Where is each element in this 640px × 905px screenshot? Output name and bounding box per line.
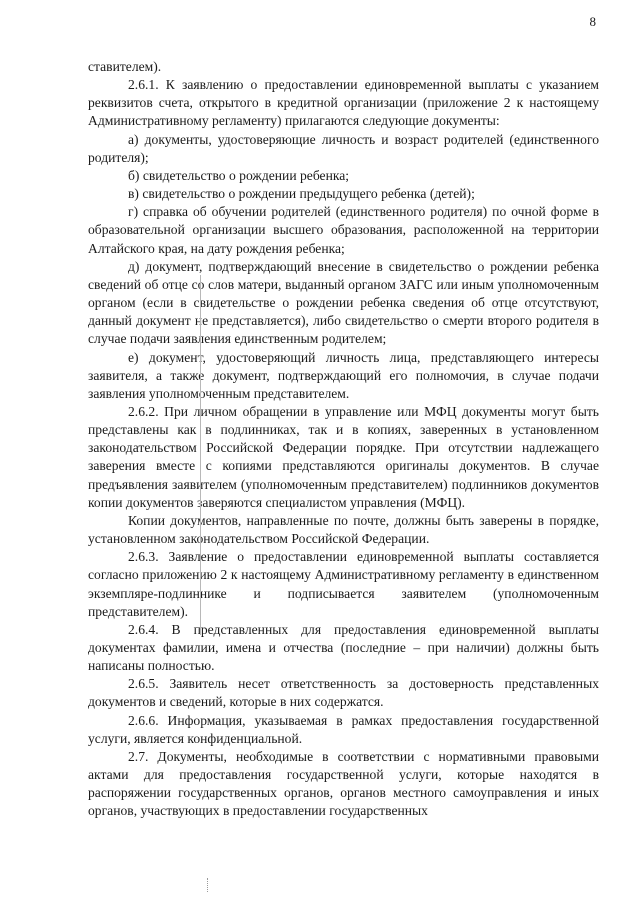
paragraph: 2.6.3. Заявление о предоставлении единовременной выплаты составляется согласно приложению 2 к настоящему Административному регламенту в единственном экземпляре-подлиннике и подписывается заявителем (уполномоченным представителем). bbox=[88, 549, 599, 619]
paragraph: 2.6.1. К заявлению о предоставлении единовременной выплаты с указанием реквизитов счета, открытого в кредитной организации (приложение 2 к настоящему Административному регламенту) прилагаются следующие документы: bbox=[88, 77, 599, 129]
paragraph: в) свидетельство о рождении предыдущего ребенка (детей); bbox=[128, 186, 475, 202]
paragraph: 2.6.5. Заявитель несет ответственность за достоверность представленных документов и сведений, которые в них содержатся. bbox=[88, 676, 599, 710]
page-number: 8 bbox=[589, 14, 596, 29]
paragraph: г) справка об обучении родителей (единственного родителя) по очной форме в образовательной организации высшего образования, расположенной на территории Алтайского края, на дату рождения ребенка; bbox=[88, 204, 599, 256]
paragraph: б) свидетельство о рождении ребенка; bbox=[128, 167, 350, 183]
document-body bbox=[88, 58, 599, 821]
scan-artifact-dots bbox=[207, 878, 209, 892]
paragraph: 2.6.6. Информация, указываемая в рамках предоставления государственной услуги, является конфиденциальной. bbox=[88, 712, 599, 746]
paragraph: 2.6.4. В представленных для предоставления единовременной выплаты документах фамилии, имена и отчества (последние – при наличии) должны быть написаны полностью. bbox=[88, 621, 599, 674]
paragraph: Копии документов, направленные по почте, должны быть заверены в порядке, установленном законодательством Российской Федерации. bbox=[88, 512, 599, 547]
scan-artifact-line bbox=[200, 275, 201, 635]
paragraph: е) документ, удостоверяющий личность лица, представляющего интересы заявителя, а также документ, подтверждающий его полномочия, в случае подачи заявления уполномоченным представителем. bbox=[88, 349, 599, 401]
paragraph: 2.6.2. При личном обращении в управление или МФЦ документы могут быть представлены как в подлинниках, так и в копиях, заверенных в установленном законодательством Российской Федерации порядке. При отсутствии надлежащего заверения вместе с копиями представляются оригиналы документов. В случае предъявления заявителем (уполномоченным представителем) подлинников документов копии документов заверяются специалистом управления (МФЦ). bbox=[88, 403, 599, 510]
paragraph: а) документы, удостоверяющие личность и возраст родителей (единственного родителя); bbox=[88, 131, 599, 165]
paragraph: 2.7. Документы, необходимые в соответствии с нормативными правовыми актами для предоставления государственной услуги, которые находятся в распоряжении государственных органов, органов местного самоуправления и иных органов, участвующих в предоставлении государственных bbox=[88, 748, 599, 819]
paragraph: ставителем). bbox=[88, 59, 162, 74]
paragraph: д) документ, подтверждающий внесение в свидетельство о рождении ребенка сведений об отце со слов матери, выданный органом ЗАГС или иным уполномоченным органом (если в свидетельстве о рождении ребенка сведения об отце отсутствуют, данный документ не представляется), либо свидетельство о смерти второго родителя в случае подачи заявления единственным родителем; bbox=[88, 258, 599, 347]
